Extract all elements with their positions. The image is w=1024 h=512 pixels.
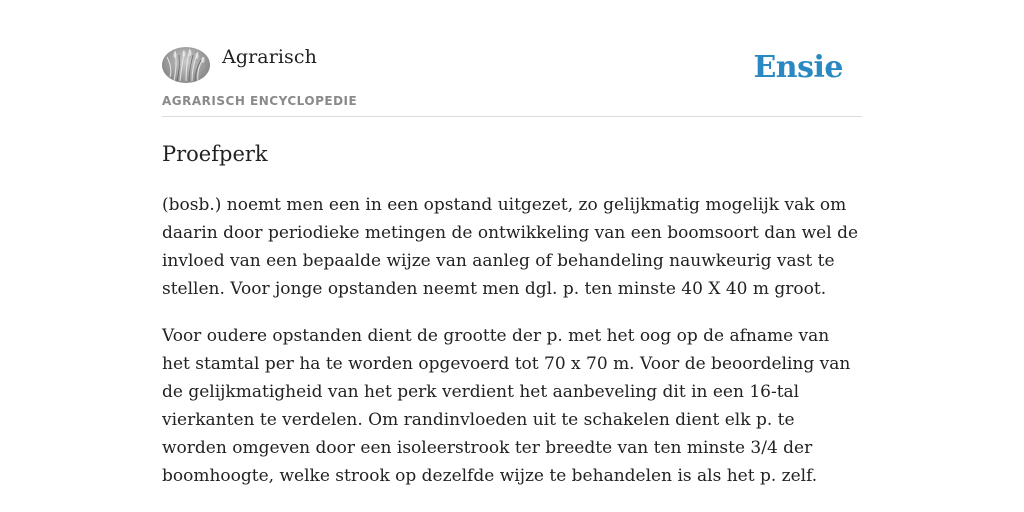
article-paragraph-1: (bosb.) noemt men een in een opstand uitgezet, zo gelijkmatig mogelijk vak om daarin door periodieke metingen de ontwikkeling van een boomsoort dan wel de invloed van een bepaalde wijze van aanleg of behandeling nauwkeurig vast te stellen. Voor jonge opstanden neemt men dgl. p. ten minste 40 X 40 m groot. (162, 195, 859, 299)
article (162, 138, 862, 490)
wheat-logo-icon[interactable] (162, 47, 210, 83)
ensie-logo-link[interactable]: Ensie (753, 50, 843, 85)
source-subtitle: AGRARISCH ENCYCLOPEDIE (162, 94, 358, 108)
article-title: Proefperk (162, 142, 268, 166)
source-title[interactable]: Agrarisch (222, 46, 317, 68)
article-paragraph-2: Voor oudere opstanden dient de grootte der p. met het oog op de afname van het stamtal per ha te worden opgevoerd tot 70 x 70 m. Voor de beoordeling van de gelijkmatigheid van het perk verdient het aanbeveling dit in een 16-tal vierkanten te verdelen. Om randinvloeden uit te schakelen dient elk p. te worden omgeven door een isoleerstrook ter breedte van ten minste 3/4 der boomhoogte, welke strook op dezelfde wijze te behandelen is als het p. zelf. (162, 326, 851, 486)
source-header (162, 44, 862, 117)
